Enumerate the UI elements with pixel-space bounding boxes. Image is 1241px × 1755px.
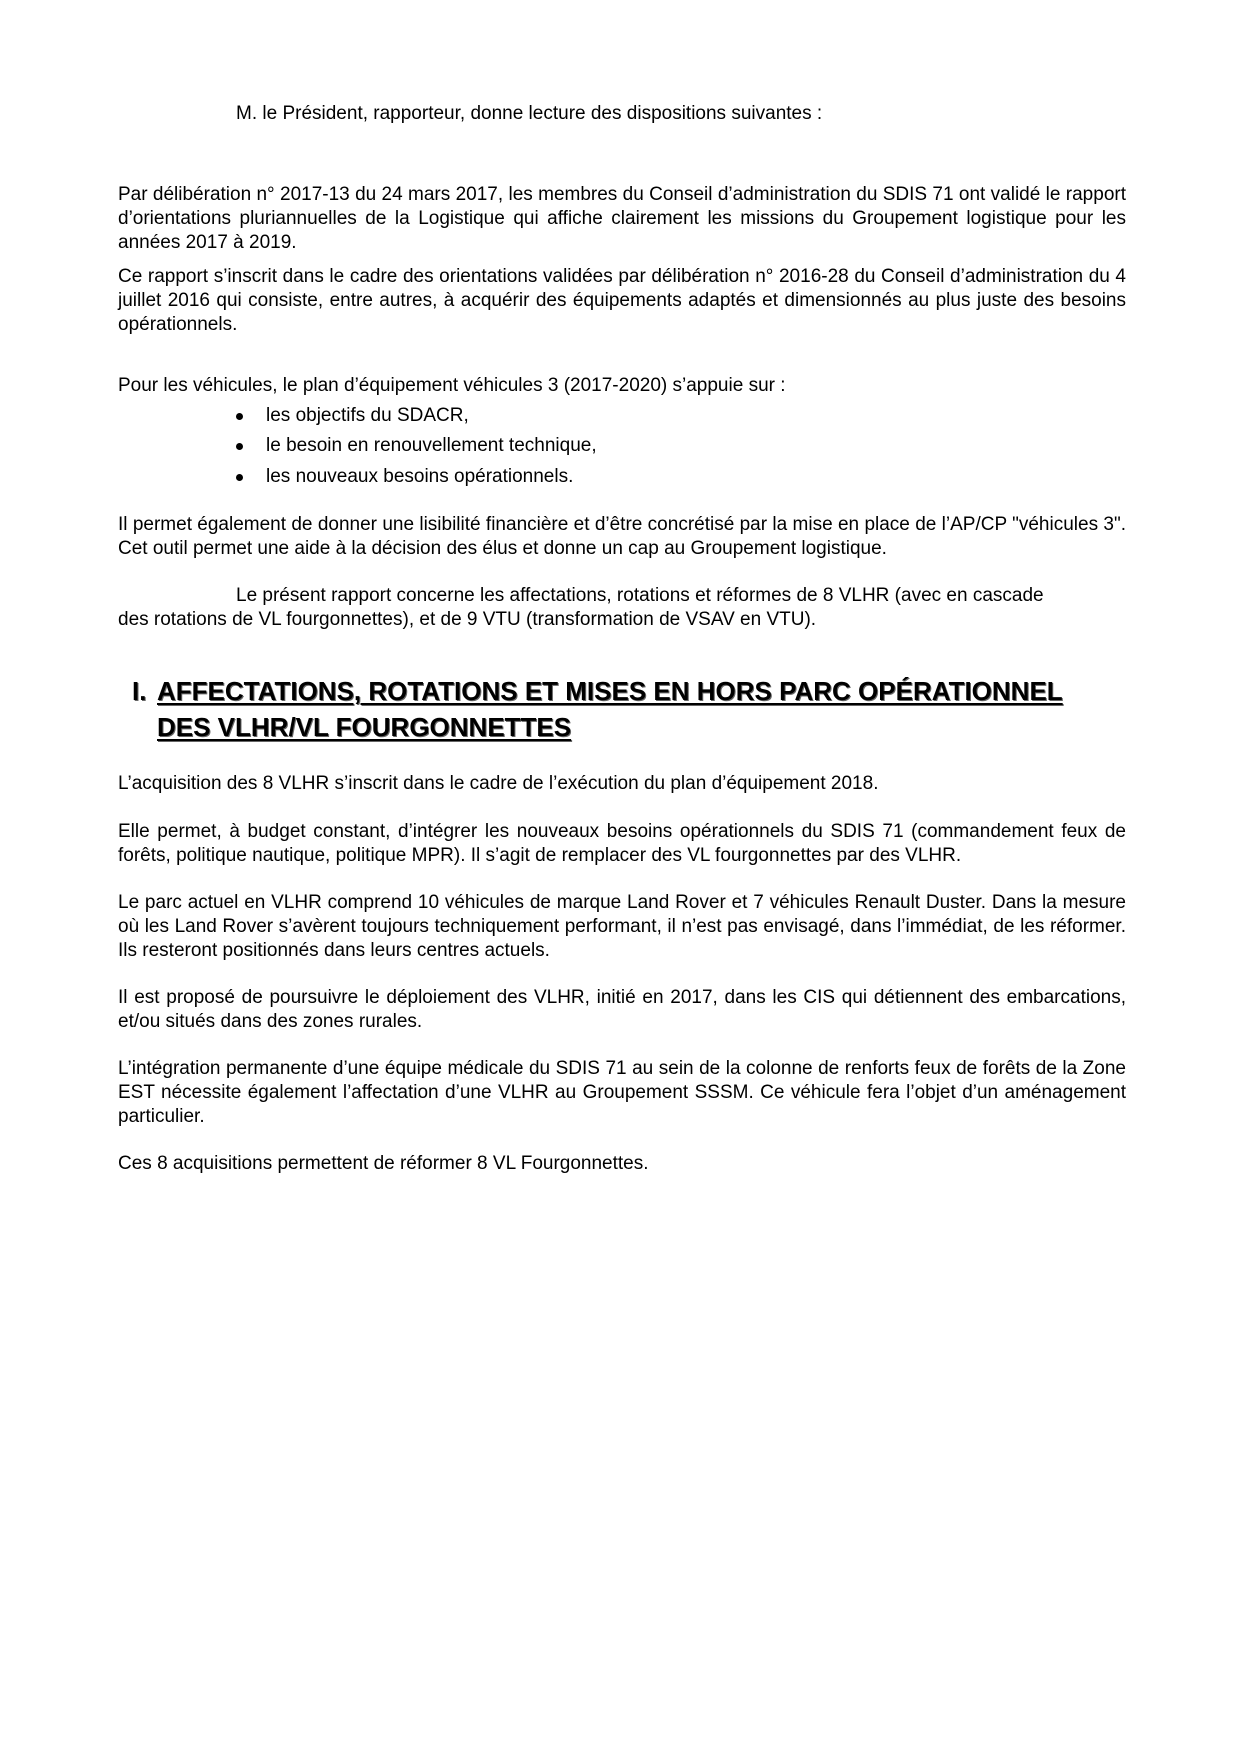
paragraph-parc-actuel: Le parc actuel en VLHR comprend 10 véhicules de marque Land Rover et 7 véhicules Renault Duster. Dans la mesure où les Land Rover s’avèrent toujours techniquement performant, il n’est pas envisagé, dans l’immédiat, de les réformer. Ils resteront positionnés dans leurs centres actuels.: [118, 892, 1126, 961]
section-heading-line2: DES VLHR/VL FOURGONNETTES: [157, 712, 572, 742]
paragraph-budget: Elle permet, à budget constant, d’intégrer les nouveaux besoins opérationnels du SDIS 71 (commandement feux de forêts, politique nautique, politique MPR). Il s’agit de remplacer des VL fourgonnettes par des VLHR.: [118, 821, 1126, 866]
paragraph-deploiement: Il est proposé de poursuivre le déploiement des VLHR, initié en 2017, dans les CIS qui détiennent des embarcations, et/ou situés dans des zones rurales.: [118, 987, 1126, 1032]
paragraph-acquisition: L’acquisition des 8 VLHR s’inscrit dans le cadre de l’exécution du plan d’équipement 2018.: [118, 773, 879, 794]
section-number: I.: [132, 676, 147, 706]
paragraph-rapport-line1: Le présent rapport concerne les affectations, rotations et réformes de 8 VLHR (avec en cascade: [236, 585, 1044, 606]
paragraph-orientations-2016: Ce rapport s’inscrit dans le cadre des orientations validées par délibération n° 2016-28 du Conseil d’administration du 4 juillet 2016 qui consiste, entre autres, à acquérir des équipements adaptés et dimensionnés au plus juste des besoins opérationnels.: [118, 266, 1126, 335]
paragraph-deliberation-2017: Par délibération n° 2017-13 du 24 mars 2017, les membres du Conseil d’administration du SDIS 71 ont validé le rapport d’orientations pluriannuelles de la Logistique qui affiche clairement les missions du Groupement logistique pour les années 2017 à 2019.: [118, 184, 1126, 253]
paragraph-plan-equipement: Pour les véhicules, le plan d’équipement véhicules 3 (2017-2020) s’appuie sur :: [118, 375, 786, 396]
bullet-icon: [236, 413, 243, 420]
paragraph-equipe-medicale: L’intégration permanente d’une équipe médicale du SDIS 71 au sein de la colonne de renforts feux de forêts de la Zone EST nécessite également l’affectation d’une VLHR au Groupement SSSM. Ce véhicule fera l’objet d’un aménagement particulier.: [118, 1058, 1126, 1127]
paragraph-conclusion: Ces 8 acquisitions permettent de réformer 8 VL Fourgonnettes.: [118, 1153, 649, 1174]
document-page: M. le Président, rapporteur, donne lecture des dispositions suivantes : Par délibération n° 2017-13 du 24 mars 2017, les membres du Conseil d’administration du SDIS 71 ont validé le rapport d’orientations pluriannuelles de la Logistique qui affiche clairement les missions du Groupement logistique pour les années 2017 à 2019. Ce rapport s’inscrit dans le cadre des orientations validées par délibération n° 2016-28 du Conseil d’administration du 4 juillet 2016 qui consiste, entre autres, à acquérir des équipements adaptés et dimensionnés au plus juste des besoins opérationnels. Pour les véhicules, le plan d’équipement véhicules 3 (2017-2020) s’appuie sur : les objectifs du SDACR, le besoin en renouvellement technique, les nouveaux besoins opérationnels. Il permet également de donner une lisibilité financière et d’être concrétisé par la mise en place de l’AP/CP "véhicules 3". Cet outil permet une aide à la décision des élus et donne un cap au Groupement logistique. Le présent rapport concerne les affectations, rotations et réformes de 8 VLHR (avec en cascade des rotations de VL fourgonnettes), et de 9 VTU (transformation de VSAV en VTU). I. AFFECTATIONS, ROTATIONS ET MISES EN HORS PARC OPÉRATIONNEL DES VLHR/VL FOURGONNETTES L’acquisition des 8 VLHR s’inscrit dans le cadre de l’exécution du plan d’équipement 2018. Elle permet, à budget constant, d’intégrer les nouveaux besoins opérationnels du SDIS 71 (commandement feux de forêts, politique nautique, politique MPR). Il s’agit de remplacer des VL fourgonnettes par des VLHR. Le parc actuel en VLHR comprend 10 véhicules de marque Land Rover et 7 véhicules Renault Duster. Dans la mesure où les Land Rover s’avèrent toujours techniquement performant, il n’est pas envisagé, dans l’immédiat, de les réformer. Ils resteront positionnés dans leurs centres actuels. Il est proposé de poursuivre le déploiement des VLHR, initié en 2017, dans les CIS qui détiennent des embarcations, et/ou situés dans des zones rurales. L’intégration permanente d’une équipe médicale du SDIS 71 au sein de la colonne de renforts feux de forêts de la Zone EST nécessite également l’affectation d’une VLHR au Groupement SSSM. Ce véhicule fera l’objet d’un aménagement particulier. Ces 8 acquisitions permettent de réformer 8 VL Fourgonnettes.: [0, 0, 1241, 1755]
section-heading-line1: AFFECTATIONS, ROTATIONS ET MISES EN HORS PARC OPÉRATIONNEL: [157, 676, 1063, 706]
bullet-icon: [236, 443, 243, 450]
paragraph-rapport-line2: des rotations de VL fourgonnettes), et de 9 VTU (transformation de VSAV en VTU).: [118, 609, 817, 630]
bullet-icon: [236, 474, 243, 481]
intro-line: M. le Président, rapporteur, donne lecture des dispositions suivantes :: [236, 103, 823, 124]
paragraph-lisibilite: Il permet également de donner une lisibilité financière et d’être concrétisé par la mise en place de l’AP/CP "véhicules 3". Cet outil permet une aide à la décision des élus et donne un cap au Groupement logistique.: [118, 514, 1126, 559]
